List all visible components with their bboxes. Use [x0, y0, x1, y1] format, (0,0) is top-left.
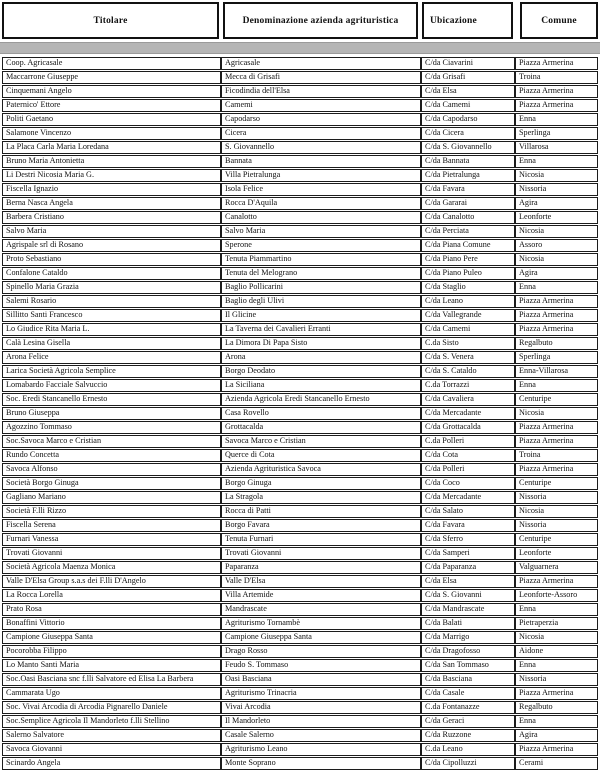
cell-titolare: Fiscella Ignazio — [2, 183, 221, 196]
cell-titolare: Società Borgo Ginuga — [2, 477, 221, 490]
cell-titolare: Salerno Salvatore — [2, 729, 221, 742]
table-row — [2, 729, 598, 742]
cell-titolare: Scinardo Angela — [2, 757, 221, 770]
table-row — [2, 547, 598, 560]
table-row — [2, 225, 598, 238]
table-row — [2, 309, 598, 322]
cell-denominazione: Rocca D'Aquila — [221, 197, 421, 210]
cell-ubicazione: C/da Pietralunga — [421, 169, 515, 182]
cell-comune: Sperlinga — [515, 351, 598, 364]
table-row — [2, 211, 598, 224]
table-row — [2, 127, 598, 140]
cell-comune: Agira — [515, 729, 598, 742]
cell-denominazione: Isola Felice — [221, 183, 421, 196]
cell-denominazione: Grottacalda — [221, 421, 421, 434]
table-row — [2, 659, 598, 672]
cell-titolare: Savoca Giovanni — [2, 743, 221, 756]
cell-comune: Piazza Armerina — [515, 57, 598, 70]
cell-ubicazione: C/da Grisafi — [421, 71, 515, 84]
cell-titolare: Coop. Agricasale — [2, 57, 221, 70]
table-row — [2, 323, 598, 336]
cell-titolare: Salamone Vincenzo — [2, 127, 221, 140]
cell-denominazione: La Siciliana — [221, 379, 421, 392]
cell-ubicazione: C/da Marrigo — [421, 631, 515, 644]
cell-titolare: Rundo Concetta — [2, 449, 221, 462]
cell-comune: Troina — [515, 71, 598, 84]
cell-denominazione: Trovati Giovanni — [221, 547, 421, 560]
cell-titolare: Cinquemani Angelo — [2, 85, 221, 98]
cell-comune: Piazza Armerina — [515, 85, 598, 98]
cell-ubicazione: C/da Camemi — [421, 323, 515, 336]
table-row — [2, 365, 598, 378]
cell-titolare: Calà Lesina Gisella — [2, 337, 221, 350]
cell-denominazione: Borgo Ginuga — [221, 477, 421, 490]
cell-comune: Valguarnera — [515, 561, 598, 574]
cell-denominazione: Cicera — [221, 127, 421, 140]
cell-ubicazione: C/da Balati — [421, 617, 515, 630]
table-row — [2, 603, 598, 616]
cell-comune: Nicosia — [515, 631, 598, 644]
table-row — [2, 533, 598, 546]
cell-comune: Enna — [515, 603, 598, 616]
cell-denominazione: Il Mandorleto — [221, 715, 421, 728]
cell-denominazione: S. Giovannello — [221, 141, 421, 154]
cell-comune: Piazza Armerina — [515, 743, 598, 756]
cell-titolare: Soc.Savoca Marco e Cristian — [2, 435, 221, 448]
cell-denominazione: Agricasale — [221, 57, 421, 70]
cell-titolare: Valle D'Elsa Group s.a.s dei F.lli D'Angelo — [2, 575, 221, 588]
cell-comune: Enna — [515, 715, 598, 728]
table-row — [2, 687, 598, 700]
cell-titolare: Campione Giuseppa Santa — [2, 631, 221, 644]
cell-titolare: Salemi Rosario — [2, 295, 221, 308]
column-header-ubicazione: Ubicazione — [422, 2, 513, 39]
cell-denominazione: Savoca Marco e Cristian — [221, 435, 421, 448]
cell-denominazione: Villa Artemide — [221, 589, 421, 602]
cell-ubicazione: C/da Paparanza — [421, 561, 515, 574]
cell-titolare: Barbera Cristiano — [2, 211, 221, 224]
cell-comune: Nissoria — [515, 491, 598, 504]
cell-titolare: Salvo Maria — [2, 225, 221, 238]
table-row — [2, 631, 598, 644]
cell-comune: Troina — [515, 449, 598, 462]
column-header-comune: Comune — [520, 2, 598, 39]
cell-ubicazione: C/da Staglio — [421, 281, 515, 294]
column-header-titolare: Titolare — [2, 2, 219, 39]
cell-denominazione: Villa Pietralunga — [221, 169, 421, 182]
cell-titolare: Soc. Eredi Stancanello Ernesto — [2, 393, 221, 406]
table-row — [2, 407, 598, 420]
table-row — [2, 155, 598, 168]
cell-denominazione: Il Glicine — [221, 309, 421, 322]
cell-comune: Enna — [515, 113, 598, 126]
cell-ubicazione: C/da Geraci — [421, 715, 515, 728]
cell-ubicazione: C/da Polleri — [421, 463, 515, 476]
cell-comune: Centuripe — [515, 533, 598, 546]
table-row — [2, 421, 598, 434]
cell-comune: Piazza Armerina — [515, 323, 598, 336]
table-row — [2, 505, 598, 518]
cell-ubicazione: C/da Sferro — [421, 533, 515, 546]
table-row — [2, 281, 598, 294]
cell-titolare: Soc.Semplice Agricola Il Mandorleto f.lli Stellino — [2, 715, 221, 728]
cell-denominazione: Casa Rovello — [221, 407, 421, 420]
cell-titolare: Agrispale srl di Rosano — [2, 239, 221, 252]
cell-titolare: La Placa Carla Maria Loredana — [2, 141, 221, 154]
cell-ubicazione: C/da Ruzzone — [421, 729, 515, 742]
cell-titolare: La Rocca Lorella — [2, 589, 221, 602]
cell-titolare: Società Agricola Maenza Monica — [2, 561, 221, 574]
cell-titolare: Savoca Alfonso — [2, 463, 221, 476]
table-row — [2, 71, 598, 84]
cell-comune: Enna — [515, 379, 598, 392]
cell-denominazione: Mecca di Grisafi — [221, 71, 421, 84]
cell-comune: Piazza Armerina — [515, 575, 598, 588]
table-row — [2, 169, 598, 182]
cell-denominazione: Canalotto — [221, 211, 421, 224]
cell-denominazione: Baglio Pollicarini — [221, 281, 421, 294]
cell-ubicazione: C/da Elsa — [421, 575, 515, 588]
cell-ubicazione: C/da Gararai — [421, 197, 515, 210]
cell-titolare: Spinello Maria Grazia — [2, 281, 221, 294]
cell-ubicazione: C/da S. Cataldo — [421, 365, 515, 378]
cell-titolare: Proto Sebastiano — [2, 253, 221, 266]
cell-denominazione: Sperone — [221, 239, 421, 252]
cell-denominazione: Camemi — [221, 99, 421, 112]
cell-comune: Regalbuto — [515, 701, 598, 714]
cell-comune: Nicosia — [515, 225, 598, 238]
table-row — [2, 519, 598, 532]
table-row — [2, 449, 598, 462]
cell-denominazione: Rocca di Patti — [221, 505, 421, 518]
cell-ubicazione: C/da Dragofosso — [421, 645, 515, 658]
table-row — [2, 645, 598, 658]
table-row — [2, 351, 598, 364]
cell-comune: Regalbuto — [515, 337, 598, 350]
cell-ubicazione: C/da Grottacalda — [421, 421, 515, 434]
table-row — [2, 113, 598, 126]
cell-ubicazione: C.da Polleri — [421, 435, 515, 448]
cell-comune: Agira — [515, 267, 598, 280]
cell-comune: Enna-Villarosa — [515, 365, 598, 378]
table-row — [2, 141, 598, 154]
cell-denominazione: Agriturismo Trinacria — [221, 687, 421, 700]
cell-titolare: Gagliano Mariano — [2, 491, 221, 504]
cell-ubicazione: C/da Leano — [421, 295, 515, 308]
table-row — [2, 561, 598, 574]
cell-titolare: Bonaffini Vittorio — [2, 617, 221, 630]
cell-comune: Leonforte — [515, 211, 598, 224]
table-row — [2, 85, 598, 98]
header-separator-band — [0, 42, 600, 54]
cell-titolare: Prato Rosa — [2, 603, 221, 616]
cell-ubicazione: C/da San Tommaso — [421, 659, 515, 672]
cell-comune: Pietraperzia — [515, 617, 598, 630]
cell-titolare: Li Destri Nicosia Maria G. — [2, 169, 221, 182]
cell-comune: Piazza Armerina — [515, 435, 598, 448]
cell-comune: Nicosia — [515, 505, 598, 518]
cell-comune: Nicosia — [515, 253, 598, 266]
cell-ubicazione: C/da Piana Comune — [421, 239, 515, 252]
cell-denominazione: Arona — [221, 351, 421, 364]
cell-ubicazione: C/da Vallegrande — [421, 309, 515, 322]
cell-titolare: Pocorobba Filippo — [2, 645, 221, 658]
cell-comune: Nicosia — [515, 407, 598, 420]
column-header-denominazione: Denominazione azienda agrituristica — [223, 2, 418, 39]
cell-ubicazione: C/da Canalotto — [421, 211, 515, 224]
cell-titolare: Politi Gaetano — [2, 113, 221, 126]
cell-denominazione: Tenuta Furnari — [221, 533, 421, 546]
cell-denominazione: Campione Giuseppa Santa — [221, 631, 421, 644]
cell-ubicazione: C/da Piano Puleo — [421, 267, 515, 280]
cell-comune: Piazza Armerina — [515, 295, 598, 308]
table-row — [2, 267, 598, 280]
table-row — [2, 757, 598, 770]
cell-denominazione: Casale Salerno — [221, 729, 421, 742]
cell-denominazione: Vivai Arcodia — [221, 701, 421, 714]
cell-comune: Leonforte-Assoro — [515, 589, 598, 602]
cell-comune: Leonforte — [515, 547, 598, 560]
cell-ubicazione: C/da Ciavarini — [421, 57, 515, 70]
cell-titolare: Lo Giudice Rita Maria L. — [2, 323, 221, 336]
cell-comune: Enna — [515, 281, 598, 294]
cell-ubicazione: C/da S. Giovanni — [421, 589, 515, 602]
cell-comune: Assoro — [515, 239, 598, 252]
cell-denominazione: Agriturismo Tornambè — [221, 617, 421, 630]
cell-ubicazione: C/da S. Venera — [421, 351, 515, 364]
cell-ubicazione: C/da Bannata — [421, 155, 515, 168]
cell-denominazione: Querce di Cota — [221, 449, 421, 462]
cell-denominazione: Oasi Basciana — [221, 673, 421, 686]
cell-ubicazione: C/da Casale — [421, 687, 515, 700]
cell-ubicazione: C/da Capodarso — [421, 113, 515, 126]
cell-titolare: Arona Felice — [2, 351, 221, 364]
cell-titolare: Bruno Giuseppa — [2, 407, 221, 420]
cell-comune: Villarosa — [515, 141, 598, 154]
cell-titolare: Agozzino Tommaso — [2, 421, 221, 434]
cell-comune: Aidone — [515, 645, 598, 658]
cell-ubicazione: C/da Cicera — [421, 127, 515, 140]
cell-comune: Piazza Armerina — [515, 463, 598, 476]
cell-ubicazione: C/da Mandrascate — [421, 603, 515, 616]
cell-ubicazione: C/da Mercadante — [421, 407, 515, 420]
cell-ubicazione: C/da Piano Pere — [421, 253, 515, 266]
cell-denominazione: Ficodindia dell'Elsa — [221, 85, 421, 98]
cell-denominazione: Feudo S. Tommaso — [221, 659, 421, 672]
cell-denominazione: Capodarso — [221, 113, 421, 126]
cell-denominazione: Paparanza — [221, 561, 421, 574]
cell-titolare: Trovati Giovanni — [2, 547, 221, 560]
cell-comune: Piazza Armerina — [515, 309, 598, 322]
cell-ubicazione: C/da Perciata — [421, 225, 515, 238]
table-row — [2, 715, 598, 728]
cell-titolare: Lo Manto Santi Maria — [2, 659, 221, 672]
agriturismo-table — [2, 56, 598, 771]
cell-denominazione: Valle D'Elsa — [221, 575, 421, 588]
cell-comune: Piazza Armerina — [515, 687, 598, 700]
cell-ubicazione: C/da Elsa — [421, 85, 515, 98]
table-row — [2, 393, 598, 406]
cell-ubicazione: C/da Cipolluzzi — [421, 757, 515, 770]
table-row — [2, 57, 598, 70]
cell-denominazione: Borgo Favara — [221, 519, 421, 532]
table-row — [2, 379, 598, 392]
cell-comune: Nicosia — [515, 169, 598, 182]
cell-ubicazione: C.da Sisto — [421, 337, 515, 350]
table-row — [2, 575, 598, 588]
table-row — [2, 743, 598, 756]
cell-titolare: Lomabardo Facciale Salvuccio — [2, 379, 221, 392]
table-row — [2, 701, 598, 714]
cell-denominazione: La Taverna dei Cavalieri Erranti — [221, 323, 421, 336]
table-row — [2, 463, 598, 476]
table-row — [2, 589, 598, 602]
cell-ubicazione: C/da Coco — [421, 477, 515, 490]
table-row — [2, 477, 598, 490]
table-row — [2, 99, 598, 112]
cell-ubicazione: C.da Fontanazze — [421, 701, 515, 714]
cell-titolare: Larica Società Agricola Semplice — [2, 365, 221, 378]
cell-denominazione: Azienda Agrituristica Savoca — [221, 463, 421, 476]
cell-comune: Enna — [515, 659, 598, 672]
cell-ubicazione: C/da Mercadante — [421, 491, 515, 504]
cell-denominazione: Borgo Deodato — [221, 365, 421, 378]
table-row — [2, 337, 598, 350]
cell-denominazione: La Dimora Di Papa Sisto — [221, 337, 421, 350]
cell-denominazione: Bannata — [221, 155, 421, 168]
table-row — [2, 239, 598, 252]
cell-comune: Enna — [515, 155, 598, 168]
cell-ubicazione: C/da S. Giovannello — [421, 141, 515, 154]
cell-titolare: Soc. Vivai Arcodia di Arcodia Pignarello Daniele — [2, 701, 221, 714]
cell-denominazione: Baglio degli Ulivi — [221, 295, 421, 308]
cell-ubicazione: C.da Leano — [421, 743, 515, 756]
cell-titolare: Sillitto Santi Francesco — [2, 309, 221, 322]
cell-denominazione: Azienda Agricola Eredi Stancanello Ernesto — [221, 393, 421, 406]
cell-denominazione: La Stragola — [221, 491, 421, 504]
cell-titolare: Soc.Oasi Basciana snc f.lli Salvatore ed Elisa La Barbera — [2, 673, 221, 686]
cell-ubicazione: C/da Samperi — [421, 547, 515, 560]
table-row — [2, 253, 598, 266]
agriturismo-table-body — [2, 57, 598, 770]
cell-titolare: Furnari Vanessa — [2, 533, 221, 546]
cell-ubicazione: C/da Camemi — [421, 99, 515, 112]
cell-titolare: Berna Nasca Angela — [2, 197, 221, 210]
cell-comune: Sperlinga — [515, 127, 598, 140]
cell-denominazione: Monte Soprano — [221, 757, 421, 770]
table-row — [2, 617, 598, 630]
table-row — [2, 435, 598, 448]
cell-comune: Piazza Armerina — [515, 421, 598, 434]
cell-comune: Centuripe — [515, 477, 598, 490]
cell-comune: Cerami — [515, 757, 598, 770]
cell-comune: Piazza Armerina — [515, 99, 598, 112]
cell-comune: Nissoria — [515, 519, 598, 532]
cell-titolare: Società F.lli Rizzo — [2, 505, 221, 518]
table-row — [2, 295, 598, 308]
cell-comune: Nissoria — [515, 673, 598, 686]
cell-titolare: Paternico' Ettore — [2, 99, 221, 112]
cell-denominazione: Salvo Maria — [221, 225, 421, 238]
table-row — [2, 183, 598, 196]
cell-comune: Nissoria — [515, 183, 598, 196]
cell-titolare: Bruno Maria Antonietta — [2, 155, 221, 168]
cell-denominazione: Drago Rosso — [221, 645, 421, 658]
cell-titolare: Maccarrone Giuseppe — [2, 71, 221, 84]
cell-titolare: Confalone Cataldo — [2, 267, 221, 280]
cell-comune: Agira — [515, 197, 598, 210]
table-row — [2, 673, 598, 686]
cell-ubicazione: C/da Cavaliera — [421, 393, 515, 406]
cell-titolare: Cammarata Ugo — [2, 687, 221, 700]
cell-titolare: Fiscella Serena — [2, 519, 221, 532]
cell-comune: Centuripe — [515, 393, 598, 406]
cell-denominazione: Tenuta Piammartino — [221, 253, 421, 266]
cell-ubicazione: C/da Salato — [421, 505, 515, 518]
cell-ubicazione: C/da Favara — [421, 519, 515, 532]
cell-ubicazione: C/da Cota — [421, 449, 515, 462]
cell-denominazione: Mandrascate — [221, 603, 421, 616]
cell-ubicazione: C.da Torrazzi — [421, 379, 515, 392]
cell-denominazione: Tenuta del Melograno — [221, 267, 421, 280]
cell-ubicazione: C/da Favara — [421, 183, 515, 196]
cell-denominazione: Agriturismo Leano — [221, 743, 421, 756]
table-row — [2, 197, 598, 210]
table-row — [2, 491, 598, 504]
cell-ubicazione: C/da Basciana — [421, 673, 515, 686]
